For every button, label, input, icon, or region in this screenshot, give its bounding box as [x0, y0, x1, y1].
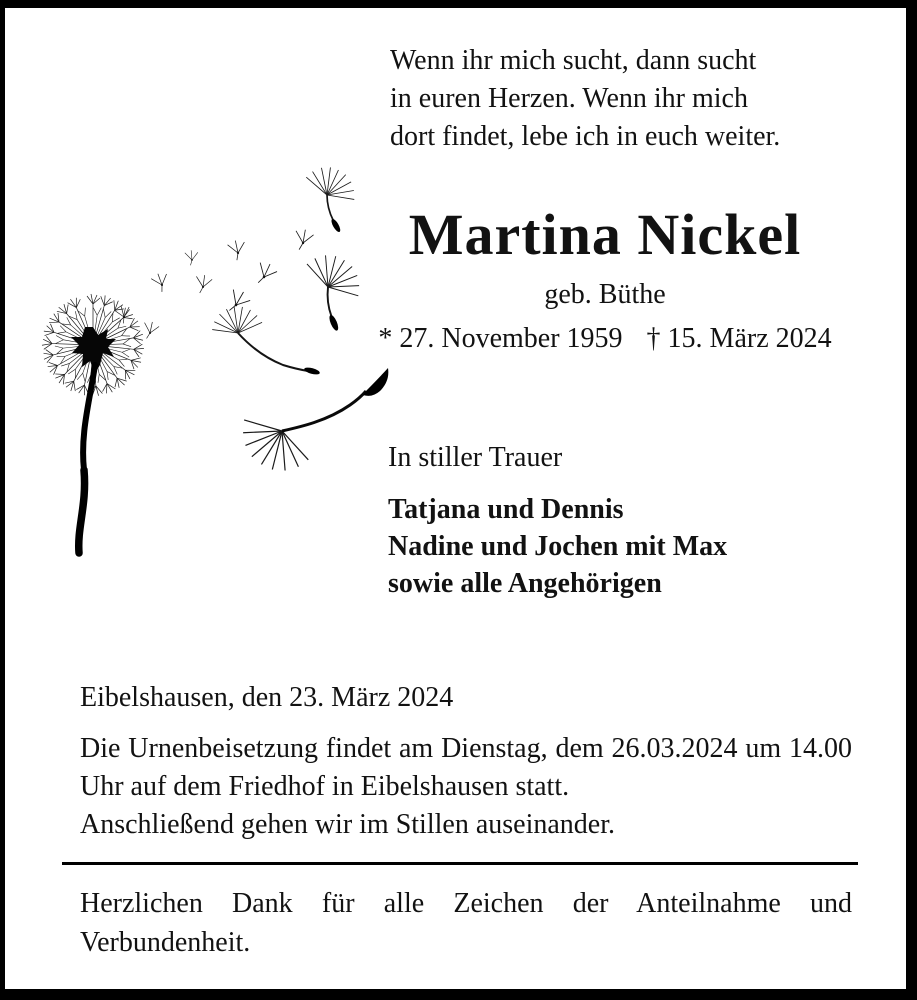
life-dates [345, 320, 865, 358]
quote-line-1: Wenn ihr mich sucht, dann sucht [390, 45, 757, 76]
burial-announcement [80, 730, 852, 844]
farewell-note: Anschließend gehen wir im Stillen auseinander. [80, 809, 615, 840]
place-date-line: Eibelshausen, den 23. März 2024 [80, 682, 454, 713]
quote-line-3: dort findet, lebe ich in euch weiter. [390, 121, 781, 152]
dandelion-stem [79, 365, 95, 553]
mourning-intro: In stiller Trauer [388, 442, 563, 473]
maiden-name: geb. Büthe [544, 279, 666, 310]
mourners-list [388, 491, 727, 602]
memorial-quote [390, 42, 780, 156]
birth-date: * 27. November 1959 [378, 323, 623, 354]
deceased-name: Martina Nickel [408, 202, 802, 267]
death-date: † 15. März 2024 [646, 323, 832, 354]
quote-line-2: in euren Herzen. Wenn ihr mich [390, 83, 748, 114]
acknowledgement-text: Herzlichen Dank für alle Zeichen der Anteilnahme und Verbundenheit. [80, 888, 852, 958]
mourner-line-3: sowie alle Angehörigen [388, 568, 662, 599]
mourner-line-2: Nadine und Jochen mit Max [388, 531, 728, 562]
deceased-block [345, 204, 865, 358]
burial-details: Die Urnenbeisetzung findet am Dienstag, dem 26.03.2024 um 14.00 Uhr auf dem Friedhof in Eibelshausen statt. [80, 733, 852, 802]
mourner-line-1: Tatjana und Dennis [388, 494, 624, 525]
separator-rule [62, 862, 858, 865]
dandelion-illustration [40, 165, 395, 575]
